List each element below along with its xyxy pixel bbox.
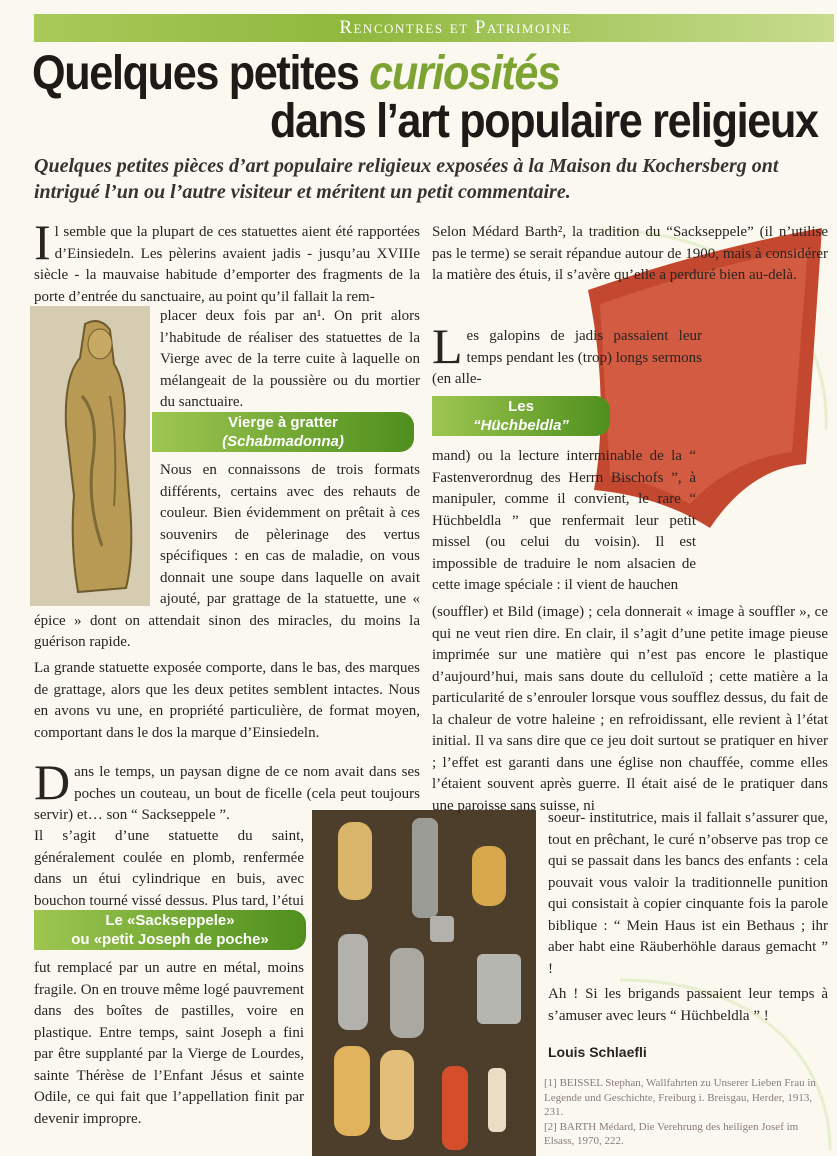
title-text: Quelques petites bbox=[32, 47, 370, 100]
banner-huchbeldla-line1: Les bbox=[508, 398, 534, 415]
section-banner-vierge bbox=[152, 412, 414, 452]
col1-text-4a: ans le temps, un paysan digne de ce nom avait dans ses poches un couteau, un bout de ficelle (cela peut toujours servir) et… son “ Sackseppele ”. bbox=[34, 764, 420, 823]
section-header-band bbox=[34, 14, 834, 42]
lead-paragraph: Quelques petites pièces d’art populaire religieux exposées à la Maison du Kochersberg ont intrigué l’un ou l’autre visiteur et méritent un petit commentaire. bbox=[34, 155, 779, 203]
col1-paragraph-5: fut remplacé par un autre en métal, moins fragile. On en trouve même logé pauvrement dans des boîtes de pastilles, voire en plastique. Entre temps, saint Joseph a fini par être supplanté par la Vierge de Lourdes, sainte Thérèse de l’Enfant Jésus et sainte Odile, ce qui fait que l’appellation finit par devenir impropre. bbox=[34, 960, 304, 1127]
banner-vierge-line1: Vierge à gratter bbox=[228, 414, 338, 431]
col1-paragraph-1b: placer deux fois par an¹. On prit alors l’habitude de réaliser des statuettes de la Vierge avec de la terre cuite à laquelle on mélangeait de la poussière ou du mortier du sanctuaire. bbox=[160, 308, 420, 410]
col2-paragraph-3a: mand) ou la lecture interminable de la “ Fastenverordnug des Herrn Bischofs ”, à manipuler, comme il convient, le rare “ Hüchbeldla ” que renfermait leur petit missel (ou celui du voisin). Il est impossible de traduire le nom alsacien de cette image spéciale : il vient de hauchen bbox=[432, 448, 696, 593]
section-header-label: Rencontres et Patrimoine bbox=[339, 17, 572, 38]
article-title-line1 bbox=[32, 46, 560, 101]
drop-cap-d: D bbox=[34, 754, 71, 810]
col2-paragraph-2a bbox=[432, 318, 702, 391]
drop-cap-l: L bbox=[432, 318, 463, 374]
title-highlight: curiosités bbox=[369, 47, 560, 100]
drop-cap: I bbox=[34, 214, 51, 270]
col1-paragraph-2 bbox=[34, 460, 420, 654]
footnote-2: [2] BARTH Médard, Die Verehrung des heiligen Josef im Elsass, 1970, 222. bbox=[544, 1120, 799, 1147]
article-title-line2: dans l’art populaire religieux bbox=[270, 95, 818, 148]
section-banner-huchbeldla bbox=[432, 396, 610, 436]
banner-sackseppele-line1: Le «Sackseppele» bbox=[105, 912, 235, 929]
author-signature: Louis Schlaefli bbox=[548, 1044, 647, 1060]
section-banner-sackseppele bbox=[34, 910, 306, 950]
footnote-1: [1] BEISSEL Stephan, Wallfahrten zu Unserer Lieben Frau in Legende und Geschichte, Freiburg i. Breisgau, Herder, 1913, 231. bbox=[544, 1077, 816, 1118]
float-spacer bbox=[34, 460, 160, 610]
col1-text-1a: l semble que la plupart de ces statuettes aient été rapportées d’Einsiedeln. Les pèlerins avaient jadis - jusqu’au XVIIIe siècle - la mauvaise habitude d’emporter des fragments de la porte d’entrée du sanctuaire, au point qu’il fallait la rem- bbox=[34, 224, 420, 305]
sackseppele-objects-photo bbox=[312, 810, 536, 1156]
col1-paragraph-1a bbox=[34, 214, 420, 308]
col1-paragraph-3: La grande statuette exposée comporte, dans le bas, des marques de grattage, alors que les deux petites semblent intactes. Nous en avons vu une, en propriété particulière, de format moyen, comportant dans le dos la marque d’Einsiedeln. bbox=[34, 660, 420, 741]
banner-vierge-line2: (Schabmadonna) bbox=[222, 433, 344, 450]
col1-paragraph-4b: Il s’agit d’une statuette du saint, généralement coulée en plomb, renfermée dans un étui cylindrique en buis, avec bouchon tourné vissé dessus. Plus tard, l’étui bbox=[34, 828, 304, 909]
col2-paragraph-5: Ah ! Si les brigands passaient leur temps à s’amuser avec leurs “ Hüchbeldla ” ! bbox=[548, 986, 828, 1024]
col2-paragraph-4: soeur- institutrice, mais il fallait s’assurer que, tout en prêchant, le curé n’observe pas trop ce qui se passait dans les bancs des enfants : cela pouvait vous valoir la traditionnelle punition qui consistait à copier cinquante fois la parole biblique : “ Mein Haus ist ein Bethaus ; ihr aber habt eine Räuberhöhle daraus gemacht ” ! bbox=[548, 810, 828, 977]
col1-text-2: Nous en connaissons de trois formats différents, certains avec des rehauts de couleur. Bien évidemment on prêtait à ces souvenirs de pèlerinage des vertus spécifiques : en cas de maladie, on vous donnait une soupe dans laquelle on avait ajouté, par grattage de la statuette, une « épice » dont on attendait sinon des miracles, du moins la guérison rapide. bbox=[34, 462, 420, 650]
col2-paragraph-3b: (souffler) et Bild (image) ; cela donnerait « image à souffler », ce qui ne veut rien dire. En clair, il s’agit d’une petite image pieuse imprimée sur une matière qui n’est pas encore le plastique d’aujourd’hui, mais sans doute du celluloïd ; cette matière a la particularité de s’enrouler lorsque vous soufflez dessus, du fait de la chaleur de votre haleine ; en refroidissant, elle revient à l’état initial. Il va sans dire que ce jeu doit surtout se pratiquer en hiver ; l’effet est garanti dans une église non chauffée, comme elles l’étaient souvent après guerre. Il était aisé de le pratiquer dans une paroisse sans suisse, ni bbox=[432, 604, 828, 814]
col2-paragraph-1: Selon Médard Barth², la tradition du “Sackseppele” (il n’utilise pas le terme) se serait répandue autour de 1900, mais à considérer la matière des étuis, il s’avère qu’elle a perduré bien au-delà. bbox=[432, 224, 828, 283]
footnotes bbox=[544, 1076, 826, 1149]
banner-sackseppele-line2: ou «petit Joseph de poche» bbox=[71, 931, 269, 948]
banner-huchbeldla-line2: “Hüchbeldla” bbox=[473, 417, 569, 434]
col2-text-2a: es galopins de jadis passaient leur temps pendant les (trop) longs sermons (en alle- bbox=[432, 328, 702, 387]
